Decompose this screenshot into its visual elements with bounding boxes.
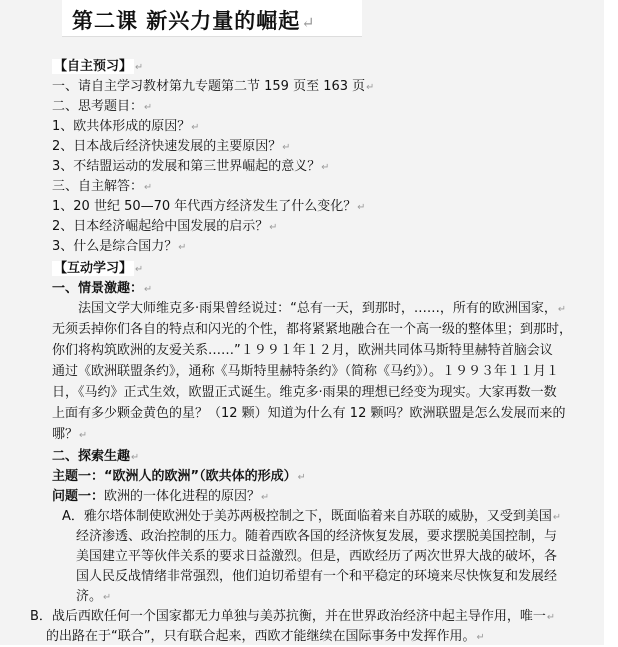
situation-heading: 一、情景激趣：↵ — [52, 281, 153, 296]
paragraph-mark-icon: ↵ — [301, 13, 316, 32]
theme-heading: 主题一：“欧洲人的欧洲”（欧共体的形成）↵ — [52, 469, 306, 484]
title-text: 第二课 新兴力量的崛起 — [72, 8, 301, 33]
paragraph-line: 哪？↵ — [52, 427, 88, 442]
answer-a-line: 国人民反战情绪非常强烈，他们迫切希望有一个和平稳定的环境来尽快恢复和发展经 — [76, 569, 558, 584]
paragraph-line: 你们将构筑欧洲的友爱关系……”１９９１年１２月，欧洲共同体马斯特里赫特首脑会议 — [52, 343, 553, 358]
preview-item: 2、日本经济崛起给中国发展的启示？↵ — [52, 219, 278, 234]
explore-heading: 二、探索生趣↵ — [52, 449, 140, 464]
paragraph-line: 上面有多少颗金黄色的星？（12 颗）知道为什么有 12 颗吗？欧洲联盟是怎么发展而来的 — [52, 406, 566, 421]
preview-item: 1、欧共体形成的原因？↵ — [52, 119, 200, 134]
page-margin — [604, 0, 618, 645]
answer-b-line: 的出路在于“联合”，只有联合起来，西欧才能继续在国际事务中发挥作用。↵ — [46, 629, 485, 644]
paragraph-line: 通过《欧洲联盟条约》，通称《马斯特里赫特条约》（简称《马约》）。１９９３年１１月１ — [52, 364, 560, 379]
preview-item: 2、日本战后经济快速发展的主要原因？↵ — [52, 139, 291, 154]
answer-a-line: 济。↵ — [76, 589, 112, 604]
preview-item: 1、20 世纪 50—70 年代西方经济发生了什么变化？↵ — [52, 199, 366, 214]
preview-item: 3、不结盟运动的发展和第三世界崛起的意义？↵ — [52, 159, 330, 174]
interactive-heading: 【互动学习】 ↵ — [54, 261, 144, 276]
answer-a-line: A．雅尔塔体制使欧洲处于美苏两极控制之下，既面临着来自苏联的威胁，又受到美国↵ — [62, 509, 562, 524]
preview-heading: 【自主预习】 ↵ — [54, 59, 144, 74]
paragraph-line: 日，《马约》正式生效，欧盟正式诞生。维克多·雨果的理想已经变为现实。大家再数一数 — [52, 385, 557, 400]
paragraph-line: 法国文学大师维克多·雨果曾经说过：“总有一天，到那时，……，所有的欧洲国家，↵ — [78, 301, 567, 316]
paragraph-line: 无须丢掉你们各自的特点和闪光的个性，都将紧紧地融合在一个高一级的整体里；到那时， — [52, 322, 573, 337]
preview-item: 二、思考题目：↵ — [52, 99, 153, 114]
answer-a-line: 经济渗透、政治控制的压力。随着西欧各国的经济恢复发展，要求摆脱美国控制，与 — [76, 529, 558, 544]
answer-b-line: B．战后西欧任何一个国家都无力单独与美苏抗衡，并在世界政治经济中起主导作用，唯一↵ — [30, 609, 556, 624]
preview-item: 三、自主解答：↵ — [52, 179, 153, 194]
question-line: 问题一：欧洲的一体化进程的原因？↵ — [52, 489, 270, 504]
preview-item: 3、什么是综合国力？↵ — [52, 239, 187, 254]
answer-a-line: 美国建立平等伙伴关系的要求日益激烈。但是，西欧经历了两次世界大战的破坏，各 — [76, 549, 558, 564]
preview-item: 一、请自主学习教材第九专题第二节 159 页至 163 页↵ — [52, 79, 375, 94]
page-title — [72, 5, 316, 35]
